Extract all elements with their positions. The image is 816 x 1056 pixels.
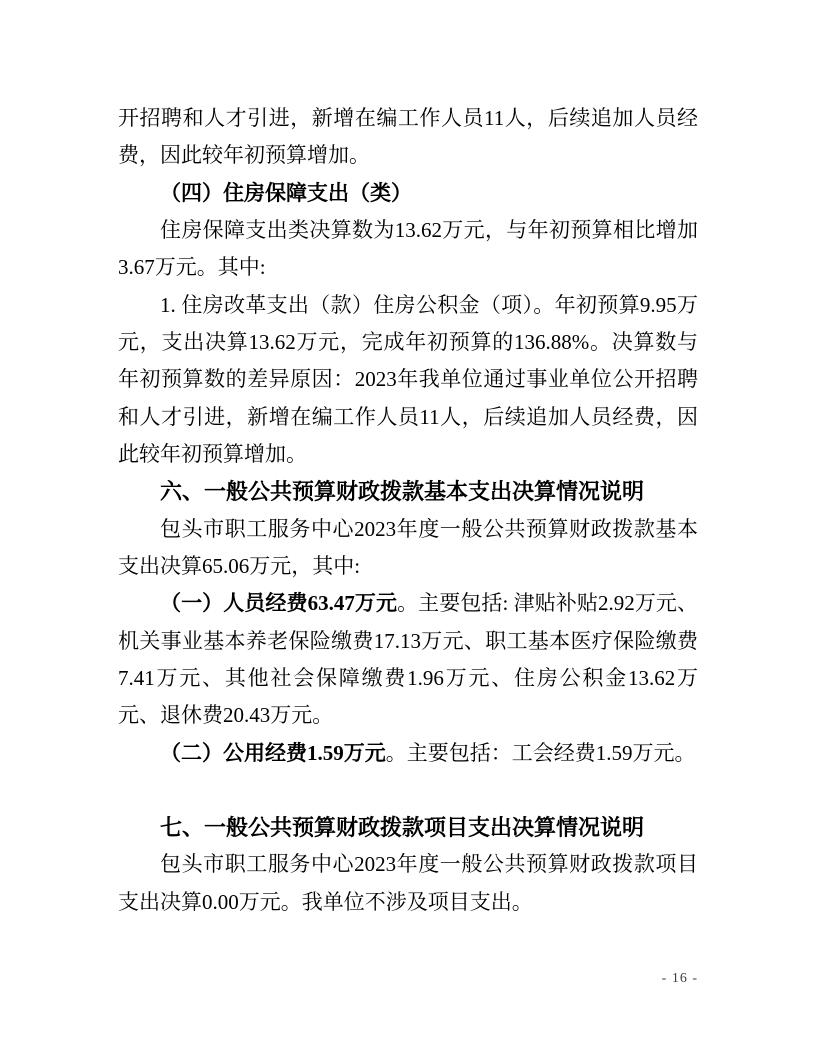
paragraph-continuation: 开招聘和人才引进，新增在编工作人员11人，后续追加人员经费，因此较年初预算增加。 — [118, 106, 698, 168]
section6-item1-detail: 。主要包括: 津贴补贴2.92万元、机关事业基本养老保险缴费17.13万元、职工基本医疗保险缴费7.41万元、其他社会保障缴费1.96万元、住房公积金13.62万元、退休费20.43万元。 — [118, 591, 698, 728]
paragraph-section7-body: 包头市职工服务中心2023年度一般公共预算财政拨款项目支出决算0.00万元。我单位不涉及项目支出。 — [118, 852, 698, 914]
heading-section-7-project-expenditure: 七、一般公共预算财政拨款项目支出决算情况说明 — [160, 814, 645, 840]
section6-item2-lead: （二）公用经费1.59万元 — [160, 740, 386, 765]
paragraph-section6-item1 — [118, 585, 698, 734]
page-number: - 16 - — [661, 971, 698, 986]
heading-section-6-basic-expenditure: 六、一般公共预算财政拨款基本支出决算情况说明 — [160, 479, 645, 505]
section6-item1-lead: （一）人员经费63.47万元 — [160, 591, 398, 616]
heading-section-4-housing: （四）住房保障支出（类） — [160, 180, 412, 205]
section6-item2-detail: 。主要包括：工会经费1.59万元。 — [385, 740, 696, 765]
document-body — [118, 100, 698, 921]
paragraph-section4-item1: 1. 住房改革支出（款）住房公积金（项）。年初预算9.95万元，支出决算13.62万元，完成年初预算的136.88%。决算数与年初预算数的差异原因：2023年我单位通过事业单位公开招聘和人才引进，新增在编工作人员11人，后续追加人员经费，因此较年初预算增加。 — [118, 292, 698, 466]
paragraph-section6-intro: 包头市职工服务中心2023年度一般公共预算财政拨款基本支出决算65.06万元，其中: — [118, 516, 698, 578]
paragraph-section6-item2 — [118, 735, 698, 772]
paragraph-section4-intro: 住房保障支出类决算数为13.62万元，与年初预算相比增加3.67万元。其中: — [118, 217, 698, 280]
